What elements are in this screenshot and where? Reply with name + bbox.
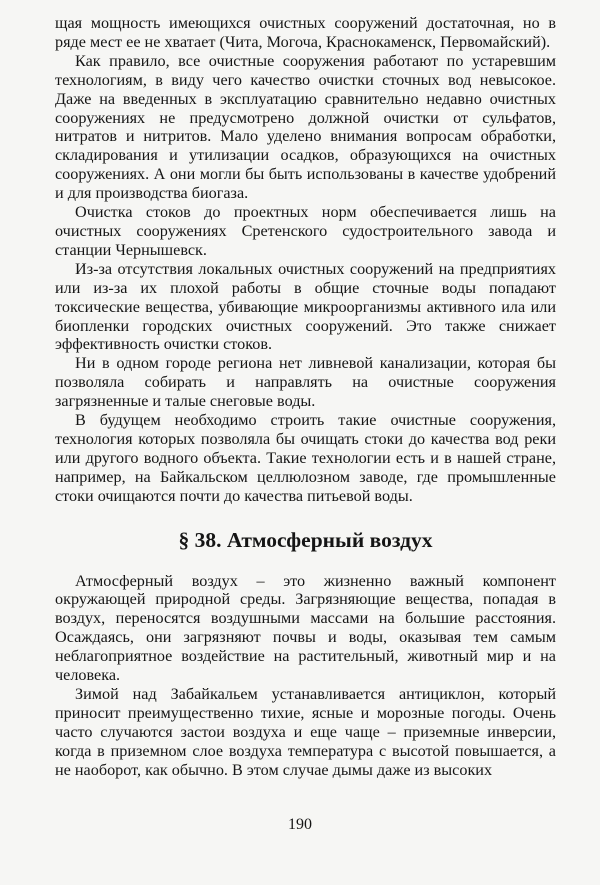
page-number: 190 [288, 816, 312, 833]
paragraph: В будущем необходимо строить такие очистные сооружения, технология которых позволяла бы очищать стоки до качества вод реки или другого водного объекта. Такие технологии есть и в нашей стране, например, на Байкальском целлюлозном заводе, где промышленные стоки очищаются почти до качества питьевой воды. [55, 411, 556, 505]
paragraph: Атмосферный воздух – это жизненно важный компонент окружающей природной среды. Загрязняющие вещества, попадая в воздух, переносятся воздушными массами на большие расстояния. Осаждаясь, они загрязняют почвы и воды, оказывая тем самым неблагоприятное воздействие на растительный, животный мир и на человека. [55, 571, 556, 685]
paragraph-continuation: щая мощность имеющихся очистных сооружений достаточная, но в ряде мест ее не хватает (Чита, Могоча, Краснокаменск, Первомайский). [55, 14, 556, 51]
paragraph: Очистка стоков до проектных норм обеспечивается лишь на очистных сооружениях Сретенского судостроительного завода и станции Чернышевск. [55, 203, 556, 259]
paragraph: Ни в одном городе региона нет ливневой канализации, которая бы позволяла собирать и направлять на очистные сооружения загрязненные и талые снеговые воды. [55, 354, 556, 411]
paragraph: Из-за отсутствия локальных очистных сооружений на предприятиях или из-за их плохой работы в общие сточные воды попадают токсические вещества, убивающие микроорганизмы активного ила или биопленки городских очистных сооружений. Это также снижает эффективность очистки стоков. [55, 259, 556, 354]
section-heading: § 38. Атмосферный воздух [178, 527, 433, 552]
paragraph: Зимой над Забайкальем устанавливается антициклон, который приносит преимущественно тихие, ясные и морозные погоды. Очень часто случаются застои воздуха и еще чаще – приземные инверсии, когда в приземном слое воздуха температура с высотой повышается, а не наоборот, как обычно. В этом случае дымы даже из высоких [55, 685, 556, 779]
paragraph: Как правило, все очистные сооружения работают по устаревшим технологиям, в виду чего качество очистки сточных вод невысокое. Даже на введенных в эксплуатацию сравнительно недавно очистных сооружениях не предусмотрено должной очистки от сульфатов, нитратов и нитритов. Мало уделено внимания вопросам обработки, складирования и утилизации осадков, образующихся на очистных сооружениях. А они могли бы быть использованы в качестве удобрений и для производства биогаза. [55, 51, 556, 203]
